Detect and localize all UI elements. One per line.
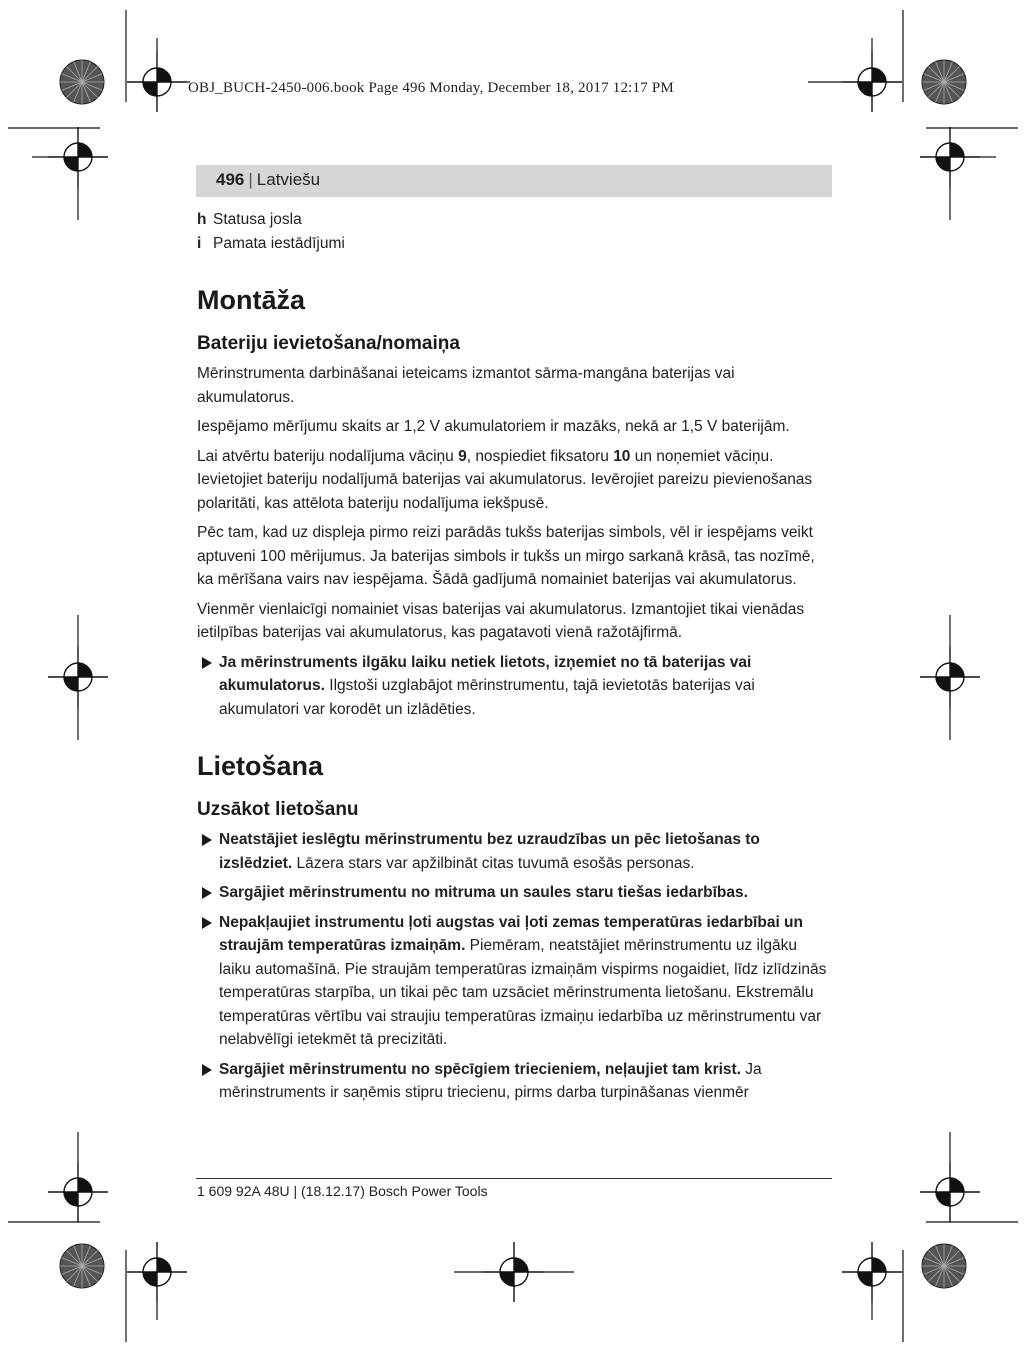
warning-text: Piemēram, neatstājiet mērinstrumentu uz ilgāku laiku automašīnā. Pie straujām temperatūras izmaiņām vispirms nogaidiet, līdz izlīdzinās temperatūras starpība, un tikai pēc tam uzsāciet mērinstrumenta lietošanu. Ekstremālu temperatūras vērtību vai straujiu temperatūras izmaiņu iedarbība uz mērinstrumentu var nelabvēlīgi ietekmēt tā precizitāti.: [219, 937, 827, 1048]
legend-label: Statusa josla: [213, 211, 302, 228]
arrow-bullet-icon: [202, 834, 212, 846]
warning-text: Ja mērinstruments ir saņēmis stipru triecienu, pirms darba turpināšanas vienmēr: [219, 1060, 762, 1101]
subsection-heading-start: Uzsākot lietošanu: [197, 799, 359, 820]
warning-item: [197, 911, 833, 1052]
warning-bold: Nepakļaujiet instrumentu ļoti augstas vai ļoti zemas temperatūras iedarbībai un straujām temperatūras izmaiņām.: [219, 913, 803, 954]
print-slug-line: OBJ_BUCH-2450-006.book Page 496 Monday, December 18, 2017 12:17 PM: [188, 80, 674, 96]
paragraph: Mērinstrumenta darbināšanai ieteicams izmantot sārma-mangāna baterijas vai akumulatorus.: [197, 365, 735, 406]
warning-bold: Sargājiet mērinstrumentu no spēcīgiem triecieniem, neļaujiet tam krist.: [219, 1060, 741, 1078]
paragraph: Vienmēr vienlaicīgi nomainiet visas baterijas vai akumulatorus. Izmantojiet tikai vienādas ietilpības baterijas vai akumulatorus, kas pagatavoti vienā ražotājfirmā.: [197, 600, 805, 641]
legend-key: h: [197, 211, 207, 228]
warning-bold: Sargājiet mērinstrumentu no mitruma un saules staru tiešas iedarbības.: [219, 884, 748, 901]
legend-item: [197, 232, 833, 256]
warning-bold: Neatstājiet ieslēgtu mērinstrumentu bez uzraudzības un pēc lietošanas to izslēdziet.: [219, 831, 760, 872]
page-content: [197, 208, 833, 1111]
header-separator: |: [248, 170, 253, 189]
page-header-bar: [196, 165, 832, 197]
legend-label: Pamata iestādījumi: [213, 234, 345, 252]
paragraph: [197, 445, 833, 516]
subsection-heading-batteries: Bateriju ievietošana/nomaiņa: [197, 333, 460, 354]
paragraph: Pēc tam, kad uz displeja pirmo reizi parādās tukšs baterijas simbols, vēl ir iespējams veikt aptuveni 100 mērijumus. Ja baterijas simbols ir tukšs un mirgo sarkanā krāsā, tas nozīmē, ka mērīšana vairs nav iespējama. Šādā gadījumā nomainiet baterijas vai akumulatorus.: [197, 524, 815, 588]
arrow-bullet-icon: [202, 917, 212, 929]
arrow-bullet-icon: [202, 657, 212, 669]
header-language: Latviešu: [256, 170, 321, 189]
page-number: 496: [216, 170, 245, 189]
arrow-bullet-icon: [202, 1064, 212, 1076]
legend-key: i: [197, 234, 202, 252]
text-run: un noņemiet vāciņu. Ievietojiet bateriju nodalījumā baterijas vai akumulatorus. Ievērojiet pareizu pievienošanas polaritāti, kas attēlota bateriju nodalījuma iekšpusē.: [197, 447, 813, 512]
warning-item: [197, 881, 833, 905]
warning-item: [197, 1058, 833, 1105]
part-number: 9: [458, 447, 467, 465]
legend-item: [197, 208, 833, 232]
warning-item: [197, 651, 833, 722]
footer-rule: [196, 1178, 832, 1179]
warning-item: [197, 828, 833, 875]
paragraph: Iespējamo mērījumu skaits ar 1,2 V akumulatoriem ir mazāks, nekā ar 1,5 V baterijām.: [197, 418, 790, 435]
warning-text: Ilgstoši uzglabājot mērinstrumentu, tajā ievietotās baterijas vai akumulatori var korodēt un izlādēties.: [219, 677, 755, 718]
section-heading-lietosana: Lietošana: [197, 751, 324, 781]
arrow-bullet-icon: [202, 887, 212, 899]
part-number: 10: [613, 447, 631, 465]
page-header: [216, 170, 320, 190]
warning-bold: Ja mērinstruments ilgāku laiku netiek lietots, izņemiet no tā baterijas vai akumulatorus.: [219, 653, 752, 694]
page-footer: 1 609 92A 48U | (18.12.17) Bosch Power Tools: [197, 1183, 488, 1199]
warning-text: Lāzera stars var apžilbināt citas tuvumā esošās personas.: [292, 854, 695, 872]
text-run: , nospiediet fiksatoru: [466, 447, 614, 465]
text-run: Lai atvērtu bateriju nodalījuma vāciņu: [197, 447, 459, 465]
section-heading-montaza: Montāža: [197, 285, 305, 315]
